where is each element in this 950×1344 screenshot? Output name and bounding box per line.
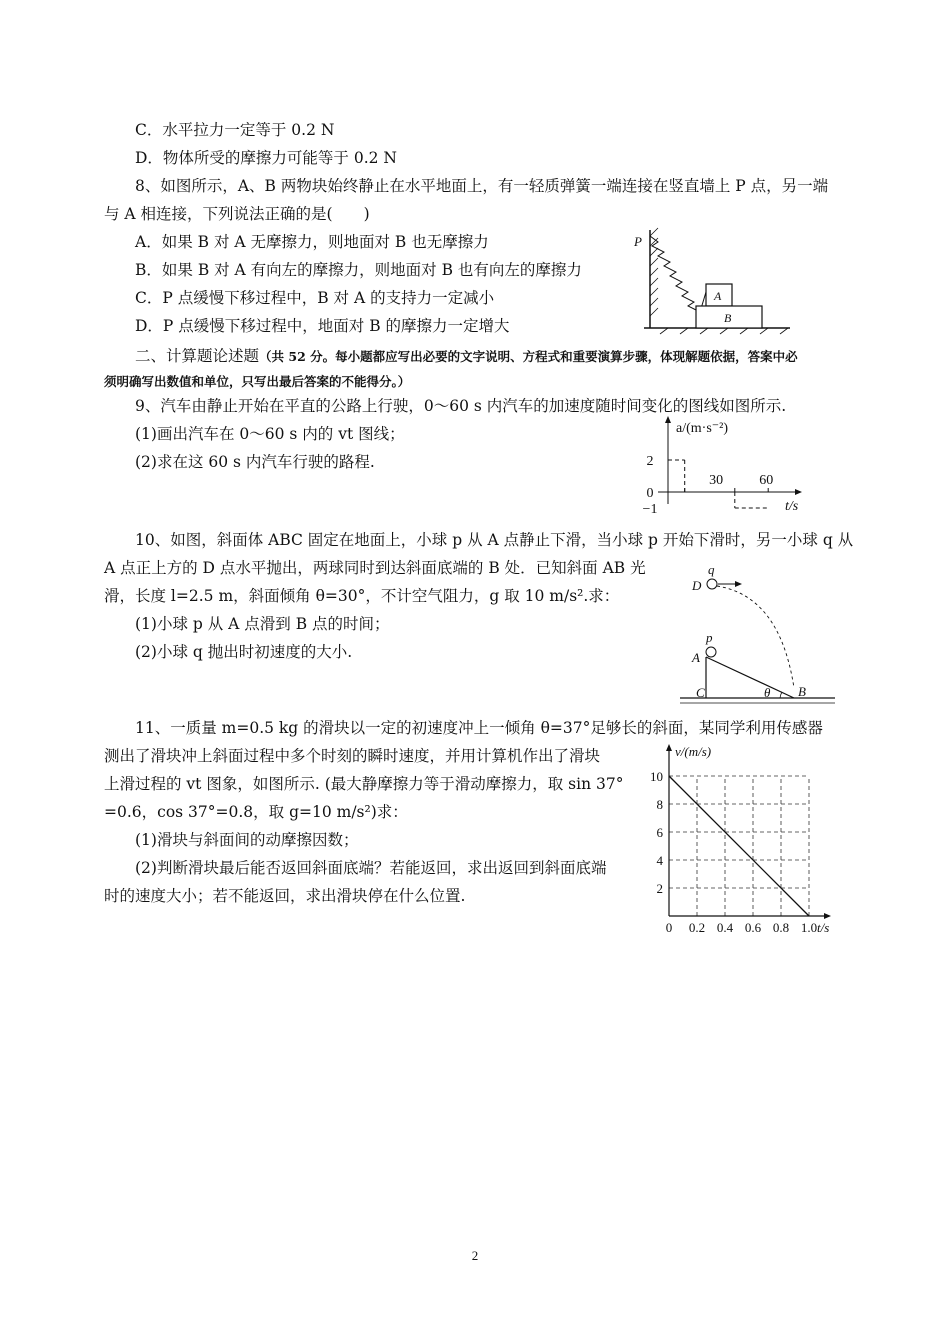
x-arrow [795,489,802,495]
q11-line1: 11、一质量 m=0.5 kg 的滑块以一定的初速度冲上一倾角 θ=37°足够长的斜面，某同学利用传感器 [135,719,823,737]
x-tick-label: 0.6 [744,920,762,935]
x-tick-label: 30 [709,473,724,488]
q8-stem-line2: 与 A 相连接，下列说法正确的是( ) [104,205,370,223]
q9-acceleration-chart [640,414,810,518]
x-tick-label: 60 [759,473,774,488]
angle-arc [780,692,782,698]
q8-option-b: B．如果 B 对 A 有向左的摩擦力，则地面对 B 也有向左的摩擦力 [135,261,582,279]
y-tick-label: 10 [650,769,663,784]
y-tick-label: 8 [656,797,663,812]
y-tick-label: 4 [656,853,663,868]
q10-part1: (1)小球 p 从 A 点滑到 B 点的时间； [135,615,390,633]
section2-note-2: 须明确写出数值和单位，只写出最后答案的不能得分。） [104,374,411,389]
section2-heading [135,346,798,367]
spring [650,236,706,312]
y-tick-label: 0 [646,486,654,501]
x-tick-label: 0.4 [716,920,734,935]
y-tick-label: 2 [656,881,663,896]
side-ab [706,657,794,698]
ball-q [707,579,717,589]
q10-line2: A 点正上方的 D 点水平抛出，两球同时到达斜面底端的 B 处．已知斜面 AB 光 [104,559,646,577]
q9-part2: (2)求在这 60 s 内汽车行驶的路程. [135,453,375,471]
q10-part2: (2)小球 q 抛出时初速度的大小. [135,643,353,661]
q11-part2b: 时的速度大小；若不能返回，求出滑块停在什么位置. [104,887,466,905]
q8-option-d: D．P 点缓慢下移过程中，地面对 B 的摩擦力一定增大 [135,317,510,335]
x-axis-label: t/s [785,499,799,514]
x-tick-label: 0 [665,920,673,935]
q11-velocity-chart [645,742,845,938]
label-b: B [798,684,806,699]
q11-line4: =0.6，cos 37°=0.8，取 g=10 m/s²)求： [104,803,408,821]
x-tick-label: 0.8 [772,920,790,935]
ball-p [706,647,716,657]
q11-line2: 测出了滑块冲上斜面过程中多个时刻的瞬时速度，并用计算机作出了滑块 [104,747,601,765]
x-arrow [824,913,831,919]
x-axis-label: t/s [817,920,830,935]
x-tick-label: 1.0 [800,920,818,935]
y-axis-label: v/(m/s) [675,744,712,759]
q11-line3: 上滑过程的 vt 图象，如图所示. (最大静摩擦力等于滑动摩擦力，取 sin 37° [104,775,624,793]
x-tick-label: 0.2 [688,920,706,935]
section2-note-1: （共 52 分。每小题都应写出必要的文字说明、方程式和重要演算步骤，体现解题依据，答案中必 [259,349,798,364]
option-d-prev: D．物体所受的摩擦力可能等于 0.2 N [135,149,397,167]
section2-title: 二、计算题论述题 [135,347,260,365]
q10-incline-figure [680,562,840,710]
series-line [669,776,809,916]
label-p: p [706,630,713,645]
q8-option-c: C．P 点缓慢下移过程中，B 对 A 的支持力一定减小 [135,289,495,307]
label-d: D [692,578,702,593]
q10-line3: 滑，长度 l=2.5 m，斜面倾角 θ=30°，不计空气阻力，g 取 10 m/s².求： [104,587,620,605]
option-c-prev: C．水平拉力一定等于 0.2 N [135,121,335,139]
label-c: C [696,685,705,700]
page-number: 2 [471,1248,479,1263]
trajectory [717,586,794,688]
q8-stem-line1: 8、如图所示，A、B 两物块始终静止在水平地面上，有一轻质弹簧一端连接在竖直墙上 P 点，另一端 [135,177,829,195]
q11-part2a: (2)判断滑块最后能否返回斜面底端？若能返回，求出返回到斜面底端 [135,859,607,877]
q8-spring-figure [630,222,800,334]
y-tick-label: 2 [646,454,654,469]
y-axis-label: a/(m·s⁻²) [676,421,729,436]
label-b: B [724,311,732,325]
y-tick-label: −1 [642,502,658,517]
y-arrow [666,744,672,751]
y-tick-label: 6 [656,825,663,840]
label-a: A [692,650,700,665]
q8-option-a: A．如果 B 对 A 无摩擦力，则地面对 B 也无摩擦力 [135,233,489,251]
q9-stem: 9、汽车由静止开始在平直的公路上行驶，0～60 s 内汽车的加速度随时间变化的图线如图所示. [135,397,787,415]
label-theta: θ [764,685,771,700]
y-arrow [665,416,671,423]
q10-line1: 10、如图，斜面体 ABC 固定在地面上，小球 p 从 A 点静止下滑，当小球 p 开始下滑时，另一小球 q 从 [135,531,854,549]
label-p: P [634,234,642,249]
q9-part1: (1)画出汽车在 0～60 s 内的 vt 图线； [135,425,405,443]
velocity-arrowhead [735,581,742,587]
q11-part1: (1)滑块与斜面间的动摩擦因数； [135,831,359,849]
label-q: q [708,562,715,577]
label-a: A [714,289,722,303]
